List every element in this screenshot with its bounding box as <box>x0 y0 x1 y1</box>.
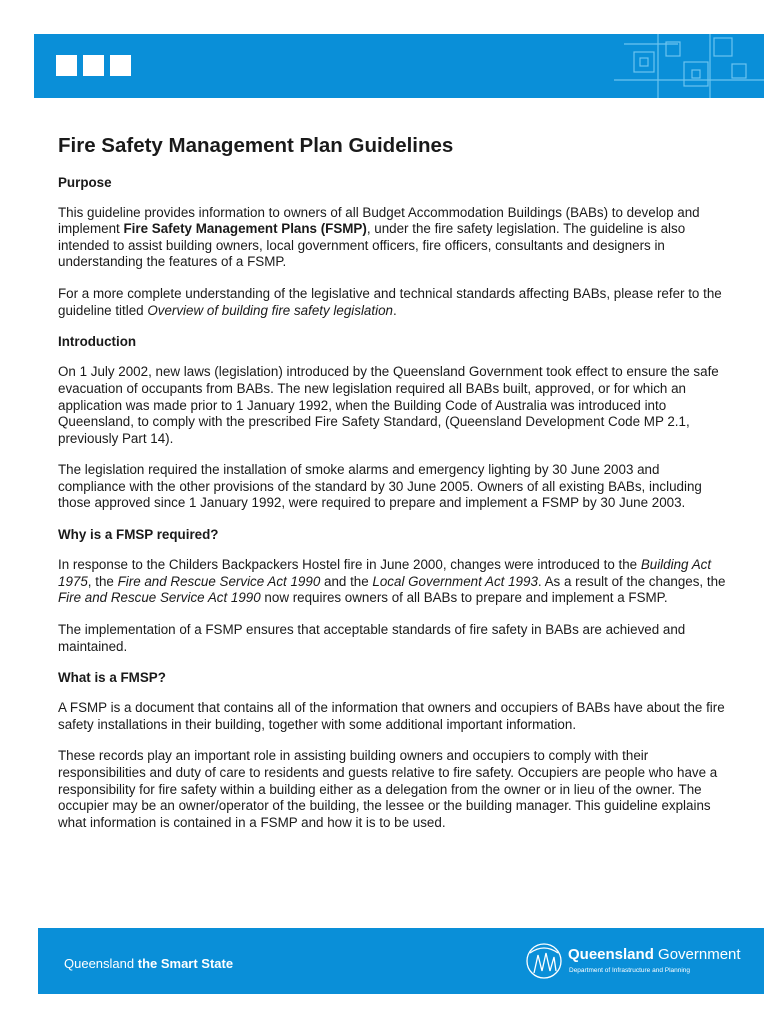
paragraph: For a more complete understanding of the legislative and technical standards affecting BABs, please refer to the guideline titled Overview of building fire safety legislation. <box>58 286 722 318</box>
paragraph: This guideline provides information to owners of all Budget Accommodation Buildings (BABs) to develop and implement Fire Safety Management Plans (FSMP), under the fire safety legislation. The guideline is also intended to assist building owners, local government officers, fire officers, consultants and designers in understanding the features of a FSMP. <box>58 204 700 270</box>
header-pattern-icon <box>614 34 764 98</box>
paragraph: The implementation of a FSMP ensures that acceptable standards of fire safety in BABs are achieved and maintained. <box>58 621 686 654</box>
qld-logo-blocks-icon <box>56 55 131 76</box>
department-name: Department of Infrastructure and Planning <box>569 967 691 974</box>
heading-what: What is a FMSP? <box>58 670 166 686</box>
heading-introduction: Introduction <box>58 334 137 350</box>
footer-slogan: Queensland the Smart State <box>64 956 234 971</box>
paragraph: A FSMP is a document that contains all of the information that owners and occupiers of BABs have about the fire safety installations in their building, together with some additional important information. <box>58 700 725 732</box>
footer-banner <box>38 928 764 994</box>
header-banner <box>34 34 764 98</box>
paragraph: The legislation required the installation of smoke alarms and emergency lighting by 30 June 2003 and compliance with the other provisions of the standard by 30 June 2005. Owners of all existing BABs, including those approved since 1 January 1992, were required to prepare and implement a FSMP by 30 June 2003. <box>58 462 702 511</box>
document-body <box>58 134 726 846</box>
document-title: Fire Safety Management Plan Guidelines <box>58 134 454 157</box>
paragraph: These records play an important role in assisting building owners and occupiers to comply with their responsibilities and duty of care to residents and guests relative to fire safety. Occupiers are people who have a responsibility for fire safety within a building either as a delegation from the owner or in lieu of the owner. The occupier may be an owner/operator of the building, the lessee or the building manager. This guideline explains what information is contained in a FSMP and how it is to be used. <box>58 748 718 830</box>
qld-government-emblem-icon <box>522 941 566 981</box>
heading-why: Why is a FMSP required? <box>58 527 219 543</box>
paragraph: On 1 July 2002, new laws (legislation) introduced by the Queensland Government took effect to ensure the safe evacuation of occupants from BABs. The new legislation required all BABs built, approved, or for which an application was made prior to 1 January 1992, when the Building Code of Australia was introduced into Queensland, to comply with the prescribed Fire Safety Standard, (Queensland Development Code MP 2.1, previously Part 14). <box>58 364 719 446</box>
paragraph: In response to the Childers Backpackers Hostel fire in June 2000, changes were introduced to the Building Act 1975, the Fire and Rescue Service Act 1990 and the Local Government Act 1993. As a result of the changes, the Fire and Rescue Service Act 1990 now requires owners of all BABs to prepare and implement a FSMP. <box>58 557 726 606</box>
qld-government-wordmark: Queensland Government <box>568 946 741 963</box>
heading-purpose: Purpose <box>58 174 112 190</box>
